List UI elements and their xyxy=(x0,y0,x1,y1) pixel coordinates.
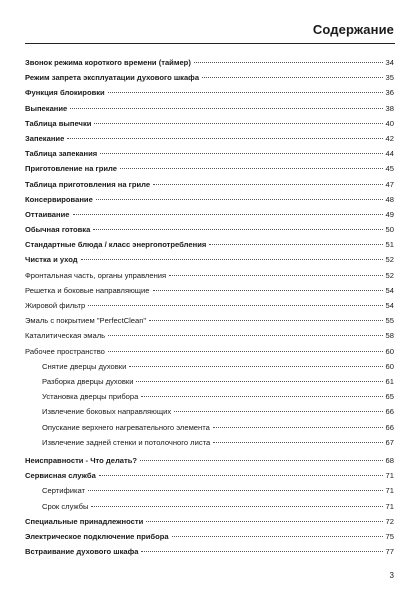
dot-leader xyxy=(141,396,382,397)
toc-entry[interactable] xyxy=(25,544,394,559)
dot-leader xyxy=(213,442,382,443)
toc-entry-title: Запекание xyxy=(25,133,65,143)
toc-entry-title: Решетка и боковые направляющие xyxy=(25,285,150,295)
dot-leader xyxy=(73,214,383,215)
toc-entry-page: 42 xyxy=(385,133,394,143)
toc-entry-title: Опускание верхнего нагревательного элемента xyxy=(42,422,210,432)
toc-entry-title: Стандартные блюда / класс энергопотребления xyxy=(25,240,207,250)
toc-entry-page: 47 xyxy=(385,179,394,189)
toc-entry[interactable] xyxy=(25,146,394,161)
dot-leader xyxy=(209,244,382,245)
toc-entry-title: Приготовление на гриле xyxy=(25,164,117,174)
toc-entry-title: Неисправности - Что делать? xyxy=(25,456,138,466)
toc-entry[interactable] xyxy=(25,161,394,176)
toc-entry-title: Консервирование xyxy=(25,194,93,204)
toc-entry-title: Фронтальная часть, органы управления xyxy=(25,270,167,280)
toc-entry[interactable] xyxy=(25,483,394,498)
dot-leader xyxy=(70,108,382,109)
toc-entry[interactable] xyxy=(25,192,394,207)
toc-entry[interactable] xyxy=(25,313,394,328)
toc-entry-title: Электрическое подключение прибора xyxy=(25,532,169,541)
toc-entry-page: 44 xyxy=(385,149,394,159)
toc-entry[interactable] xyxy=(25,70,394,85)
toc-entry[interactable] xyxy=(25,237,394,252)
toc-entry-title: Оттаивание xyxy=(25,209,70,219)
dot-leader xyxy=(100,153,382,154)
toc-entry-page: 45 xyxy=(385,164,394,174)
toc-entry-title: Извлечение боковых направляющих xyxy=(42,407,172,417)
toc-entry[interactable] xyxy=(25,328,394,343)
toc-entry[interactable] xyxy=(25,374,394,389)
toc-entry-page: 67 xyxy=(385,437,394,447)
toc-entry-page: 48 xyxy=(385,194,394,204)
toc-entry-title: Таблица выпечки xyxy=(25,118,92,128)
toc-entry-page: 50 xyxy=(385,225,394,235)
toc-entry-title: Обычная готовка xyxy=(25,225,91,235)
dot-leader xyxy=(108,335,382,336)
dot-leader xyxy=(88,490,383,491)
toc-entry[interactable] xyxy=(25,420,394,435)
toc-entry-page: 75 xyxy=(385,532,394,541)
toc-entry[interactable] xyxy=(25,499,394,514)
dot-leader xyxy=(120,168,383,169)
toc-entry-page: 66 xyxy=(385,407,394,417)
toc-entry-page: 55 xyxy=(385,316,394,326)
toc-entry[interactable] xyxy=(25,101,394,116)
toc-entry[interactable] xyxy=(25,177,394,192)
toc-entry[interactable] xyxy=(25,252,394,267)
dot-leader xyxy=(108,92,383,93)
dot-leader xyxy=(67,138,382,139)
toc-entry[interactable] xyxy=(25,359,394,374)
toc-entry-title: Снятие дверцы духовки xyxy=(42,361,127,371)
dot-leader xyxy=(146,521,382,522)
toc-entry[interactable] xyxy=(25,85,394,100)
dot-leader xyxy=(194,62,383,63)
toc-entry[interactable] xyxy=(25,268,394,283)
toc-entry-page: 36 xyxy=(385,88,394,98)
toc-entry[interactable] xyxy=(25,131,394,146)
toc-entry-page: 40 xyxy=(385,118,394,128)
toc-entry-page: 51 xyxy=(385,240,394,250)
toc-entry[interactable] xyxy=(25,116,394,131)
toc-entry[interactable] xyxy=(25,283,394,298)
toc-entry-page: 68 xyxy=(385,456,394,466)
toc-entry-page: 49 xyxy=(385,209,394,219)
toc-entry-page: 60 xyxy=(385,361,394,371)
toc-entry[interactable] xyxy=(25,207,394,222)
toc-entry-title: Срок службы xyxy=(42,501,89,511)
toc-entry[interactable] xyxy=(25,435,394,450)
dot-leader xyxy=(174,411,382,412)
toc-entry[interactable] xyxy=(25,344,394,359)
toc-entry-page: 35 xyxy=(385,73,394,83)
toc-entry-page: 54 xyxy=(385,285,394,295)
toc-entry-title: Сервисная служба xyxy=(25,471,96,481)
dot-leader xyxy=(149,320,382,321)
toc-entry-page: 71 xyxy=(385,486,394,496)
toc-entry-title: Функция блокировки xyxy=(25,88,105,98)
toc-entry-page: 38 xyxy=(385,103,394,113)
toc-entry-page: 77 xyxy=(385,547,394,557)
toc-entry[interactable] xyxy=(25,468,394,483)
toc-entry[interactable] xyxy=(25,222,394,237)
dot-leader xyxy=(169,275,382,276)
toc-entry[interactable] xyxy=(25,389,394,404)
dot-leader xyxy=(141,551,382,552)
toc-entry[interactable] xyxy=(25,529,394,544)
toc-entry-title: Каталитическая эмаль xyxy=(25,331,106,341)
toc-entry-title: Выпекание xyxy=(25,103,68,113)
dot-leader xyxy=(136,381,382,382)
dot-leader xyxy=(88,305,382,306)
toc-entry[interactable] xyxy=(25,514,394,529)
table-of-contents xyxy=(25,55,394,559)
dot-leader xyxy=(81,259,383,260)
dot-leader xyxy=(93,229,382,230)
dot-leader xyxy=(153,290,383,291)
toc-entry-page: 52 xyxy=(385,270,394,280)
toc-entry-page: 71 xyxy=(385,501,394,511)
dot-leader xyxy=(108,351,383,352)
toc-entry-title: Звонок режима короткого времени (таймер) xyxy=(25,58,191,67)
toc-entry-title: Установка дверцы прибора xyxy=(42,392,139,402)
toc-entry-title: Рабочее пространство xyxy=(25,346,105,356)
page-number: 3 xyxy=(389,571,394,580)
toc-entry-title: Таблица приготовления на гриле xyxy=(25,179,151,189)
dot-leader xyxy=(202,77,382,78)
toc-entry-title: Эмаль с покрытием "PerfectClean" xyxy=(25,316,147,326)
toc-entry-page: 34 xyxy=(385,58,394,67)
toc-entry-page: 52 xyxy=(385,255,394,265)
toc-entry-title: Сертификат xyxy=(42,486,85,496)
toc-entry-page: 65 xyxy=(385,392,394,402)
toc-entry[interactable] xyxy=(25,55,394,70)
page-title: Содержание xyxy=(312,22,394,37)
toc-entry-title: Режим запрета эксплуатации духового шкафа xyxy=(25,73,200,83)
dot-leader xyxy=(153,184,382,185)
dot-leader xyxy=(172,536,383,537)
dot-leader xyxy=(96,199,383,200)
toc-entry-page: 54 xyxy=(385,301,394,310)
title-divider xyxy=(25,43,395,44)
dot-leader xyxy=(129,366,382,367)
dot-leader xyxy=(140,460,383,461)
toc-entry[interactable] xyxy=(25,298,394,313)
toc-entry-page: 61 xyxy=(385,376,394,386)
toc-entry-title: Извлечение задней стенки и потолочного листа xyxy=(42,437,211,447)
dot-leader xyxy=(91,506,382,507)
toc-entry[interactable] xyxy=(25,404,394,419)
toc-entry-title: Разборка дверцы духовки xyxy=(42,376,134,386)
toc-entry-page: 60 xyxy=(385,346,394,356)
toc-entry-title: Таблица запекания xyxy=(25,149,98,159)
dot-leader xyxy=(213,427,383,428)
toc-entry-title: Встраивание духового шкафа xyxy=(25,547,139,557)
toc-entry-page: 66 xyxy=(385,422,394,432)
toc-entry-page: 72 xyxy=(385,516,394,526)
dot-leader xyxy=(94,123,382,124)
toc-entry-title: Чистка и уход xyxy=(25,255,78,265)
toc-entry-page: 58 xyxy=(385,331,394,341)
dot-leader xyxy=(99,475,383,476)
toc-entry[interactable] xyxy=(25,453,394,468)
toc-entry-title: Специальные принадлежности xyxy=(25,516,144,526)
toc-entry-page: 71 xyxy=(385,471,394,481)
toc-entry-title: Жировой фильтр xyxy=(25,301,86,310)
